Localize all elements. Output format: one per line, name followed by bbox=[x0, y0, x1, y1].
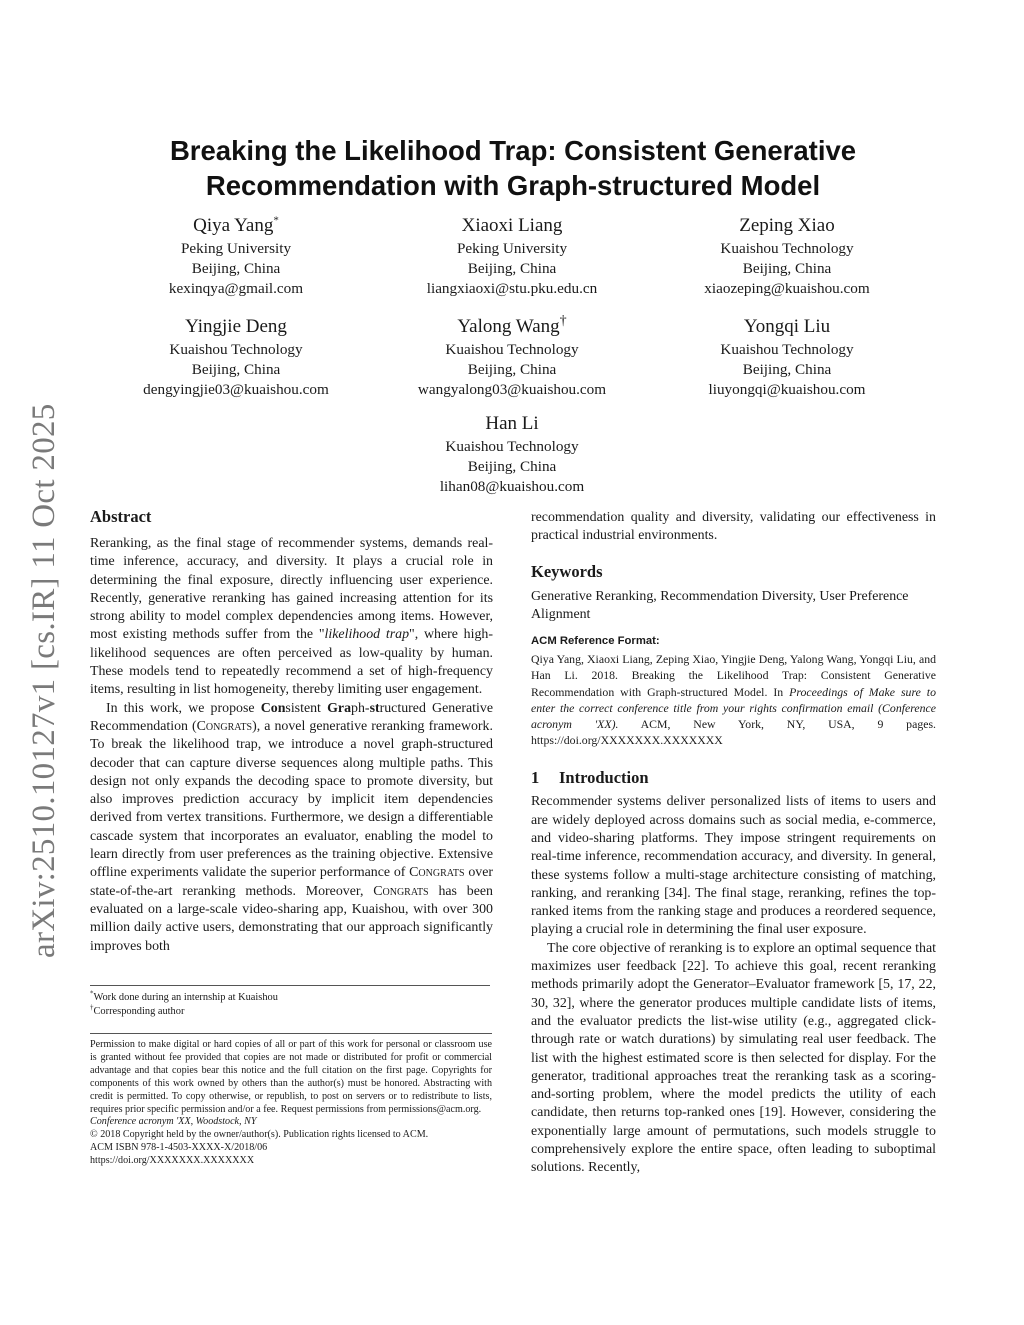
author-name: Xiaoxi Liang bbox=[461, 215, 563, 236]
left-column bbox=[90, 507, 493, 956]
author-affiliation: Kuaishou Technology bbox=[445, 438, 579, 455]
arxiv-identifier: arXiv:2510.10127v1 [cs.IR] 11 Oct 2025 bbox=[26, 403, 62, 958]
author-location: Beijing, China bbox=[742, 260, 832, 277]
author-affiliation: Kuaishou Technology bbox=[169, 341, 303, 358]
author-name: Yingjie Deng bbox=[185, 316, 287, 337]
author-footnotes bbox=[90, 985, 490, 1018]
permission-block bbox=[90, 1033, 492, 1168]
doi-link[interactable]: https://doi.org/XXXXXXX.XXXXXXX bbox=[90, 1155, 255, 1167]
author-location: Beijing, China bbox=[742, 361, 832, 378]
author-email[interactable]: xiaozeping@kuaishou.com bbox=[704, 280, 870, 297]
author-location: Beijing, China bbox=[467, 260, 557, 277]
author-location: Beijing, China bbox=[191, 260, 281, 277]
author-affiliation: Kuaishou Technology bbox=[445, 341, 579, 358]
author-affiliation: Peking University bbox=[456, 240, 568, 257]
author-location: Beijing, China bbox=[467, 458, 557, 475]
author-email[interactable]: kexinqya@gmail.com bbox=[168, 280, 304, 297]
author-name: Zeping Xiao bbox=[739, 215, 835, 236]
author-email[interactable]: wangyalong03@kuaishou.com bbox=[417, 381, 607, 398]
author-block bbox=[622, 215, 952, 299]
footnote-internship: *Work done during an internship at Kuaishou bbox=[90, 989, 278, 1003]
isbn-line: ACM ISBN 978-1-4503-XXXX-X/2018/06 bbox=[90, 1142, 268, 1154]
acm-reference-text: Qiya Yang, Xiaoxi Liang, Zeping Xiao, Yingjie Deng, Yalong Wang, Yongqi Liu, and Han Li. 2018. Breaking the Likelihood Trap: Consistent Generative Recommendation with Graph-structured Model. In Proceedings of Make sure to enter the correct conference title from your rights confirmation email (Conference acronym 'XX). ACM, New York, NY, USA, 9 pages. https://doi.org/XXXXXXX.XXXXXXX bbox=[531, 652, 936, 748]
introduction-paragraph-2: The core objective of reranking is to explore an optimal sequence that maximizes user feedback [22]. To achieve this goal, recent reranking methods primarily adopt the Generator–Evaluator framework [5, 17, 22, 30, 32], where the generator produces multiple candidate lists of items, and the evaluator predicts the list-wise utility (e.g., aggregated click-through rate or watch durations) by simulating real user feedback. The list with the highest estimated score is then selected for display. For the generator, traditional approaches treat the reranking task as a scoring-and-sorting problem, where the model predicts the utility of each candidate, then returns top-ranked ones [19]. However, considering the exponentially large amount of permutations, such models struggle to comprehensively explore the entire space, often leading to suboptimal solutions. Recently, bbox=[531, 940, 936, 1176]
author-name: Yalong Wang bbox=[457, 316, 560, 337]
author-name: Qiya Yang bbox=[193, 215, 274, 236]
abstract-continuation: recommendation quality and diversity, validating our effectiveness in practical industrial environments. bbox=[531, 510, 936, 544]
conference-line: Conference acronym 'XX, Woodstock, NY bbox=[90, 1116, 257, 1128]
author-block bbox=[347, 413, 677, 497]
title-line-2: Recommendation with Graph-structured Model bbox=[205, 170, 821, 201]
abstract-paragraph-1: Reranking, as the final stage of recommender systems, demands real-time inference, accuracy, and diversity. It plays a crucial role in determining the final exposure, directly influencing user experience. Recently, generative reranking has gained increasing attention for its strong ability to model complex dependencies among items. However, most existing methods suffer from the "likelihood trap", where high-likelihood sequences are often perceived as low-quality by human. These models tend to repeatedly recommend a set of high-frequency items, resulting in list homogeneity, thereby limiting user engagement. bbox=[90, 536, 494, 698]
abstract-heading: Abstract bbox=[90, 507, 152, 526]
title-line-1: Breaking the Likelihood Trap: Consistent Generative bbox=[169, 135, 857, 166]
author-email[interactable]: dengyingjie03@kuaishou.com bbox=[143, 381, 329, 398]
author-affiliation: Peking University bbox=[180, 240, 292, 257]
author-footnote-mark: † bbox=[559, 313, 567, 329]
keywords-heading: Keywords bbox=[531, 561, 603, 581]
author-location: Beijing, China bbox=[191, 361, 281, 378]
author-name: Yongqi Liu bbox=[743, 316, 831, 337]
paper-title bbox=[90, 133, 936, 203]
acm-reference-heading: ACM Reference Format: bbox=[531, 635, 660, 648]
author-email[interactable]: lihan08@kuaishou.com bbox=[439, 478, 585, 495]
author-location: Beijing, China bbox=[467, 361, 557, 378]
author-block bbox=[622, 316, 952, 400]
author-email[interactable]: liangxiaoxi@stu.pku.edu.cn bbox=[426, 280, 598, 297]
abstract-paragraph-2: In this work, we propose Consistent Graph-structured Generative Recommendation (Congrats), a novel generative reranking framework. To break the likelihood trap, we introduce a novel graph-structured decoder that can capture diverse sequences along multiple paths. This design not only expands the decoding space to promote diversity, but also improves prediction accuracy by implicit item dependencies derived from vertex transitions. Furthermore, we design a differentiable cascade system that incorporates an evaluator, enabling the model to learn directly from user preferences as the training objective. Extensive offline experiments validate the superior performance of Congrats over state-of-the-art reranking methods. Moreover, Congrats has been evaluated on a large-scale video-sharing app, Kuaishou, with over 300 million daily active users, demonstrating that our approach significantly improves both bbox=[90, 700, 494, 954]
author-email[interactable]: liuyongqi@kuaishou.com bbox=[708, 381, 866, 398]
author-affiliation: Kuaishou Technology bbox=[720, 341, 854, 358]
permission-text: Permission to make digital or hard copies of all or part of this work for personal or classroom use is granted without fee provided that copies are not made or distributed for profit or commercial advantage and that copies bear this notice and the full citation on the first page. Copyrights for components of this work owned by others than the author(s) must be honored. Abstracting with credit is permitted. To copy otherwise, or republish, to post on servers or to redistribute to lists, requires prior specific permission and/or a fee. Request permissions from permissions@acm.org. bbox=[90, 1039, 492, 1115]
copyright-line: © 2018 Copyright held by the owner/author(s). Publication rights licensed to ACM. bbox=[90, 1129, 429, 1141]
footnote-corresponding: †Corresponding author bbox=[90, 1003, 185, 1017]
author-footnote-mark: * bbox=[273, 214, 279, 227]
author-name: Han Li bbox=[485, 413, 539, 434]
introduction-paragraph-1: Recommender systems deliver personalized lists of items to users and are widely deployed across domains such as social media, e-commerce, and video-sharing platforms. They impose stringent requirements on real-time inference, recommendation accuracy, and diversity. In general, these systems follow a multi-stage architecture consisting of matching, ranking, and reranking [34]. The final stage, reranking, refines the top-ranked items from the ranking stage and produces a reordered sequence, playing a crucial role in determining the final user exposure. bbox=[531, 794, 936, 938]
introduction-heading: 1 Introduction bbox=[531, 768, 649, 788]
author-affiliation: Kuaishou Technology bbox=[720, 240, 854, 257]
right-column bbox=[531, 509, 936, 1178]
keywords-text: Generative Reranking, Recommendation Diversity, User Preference Alignment bbox=[531, 588, 909, 622]
